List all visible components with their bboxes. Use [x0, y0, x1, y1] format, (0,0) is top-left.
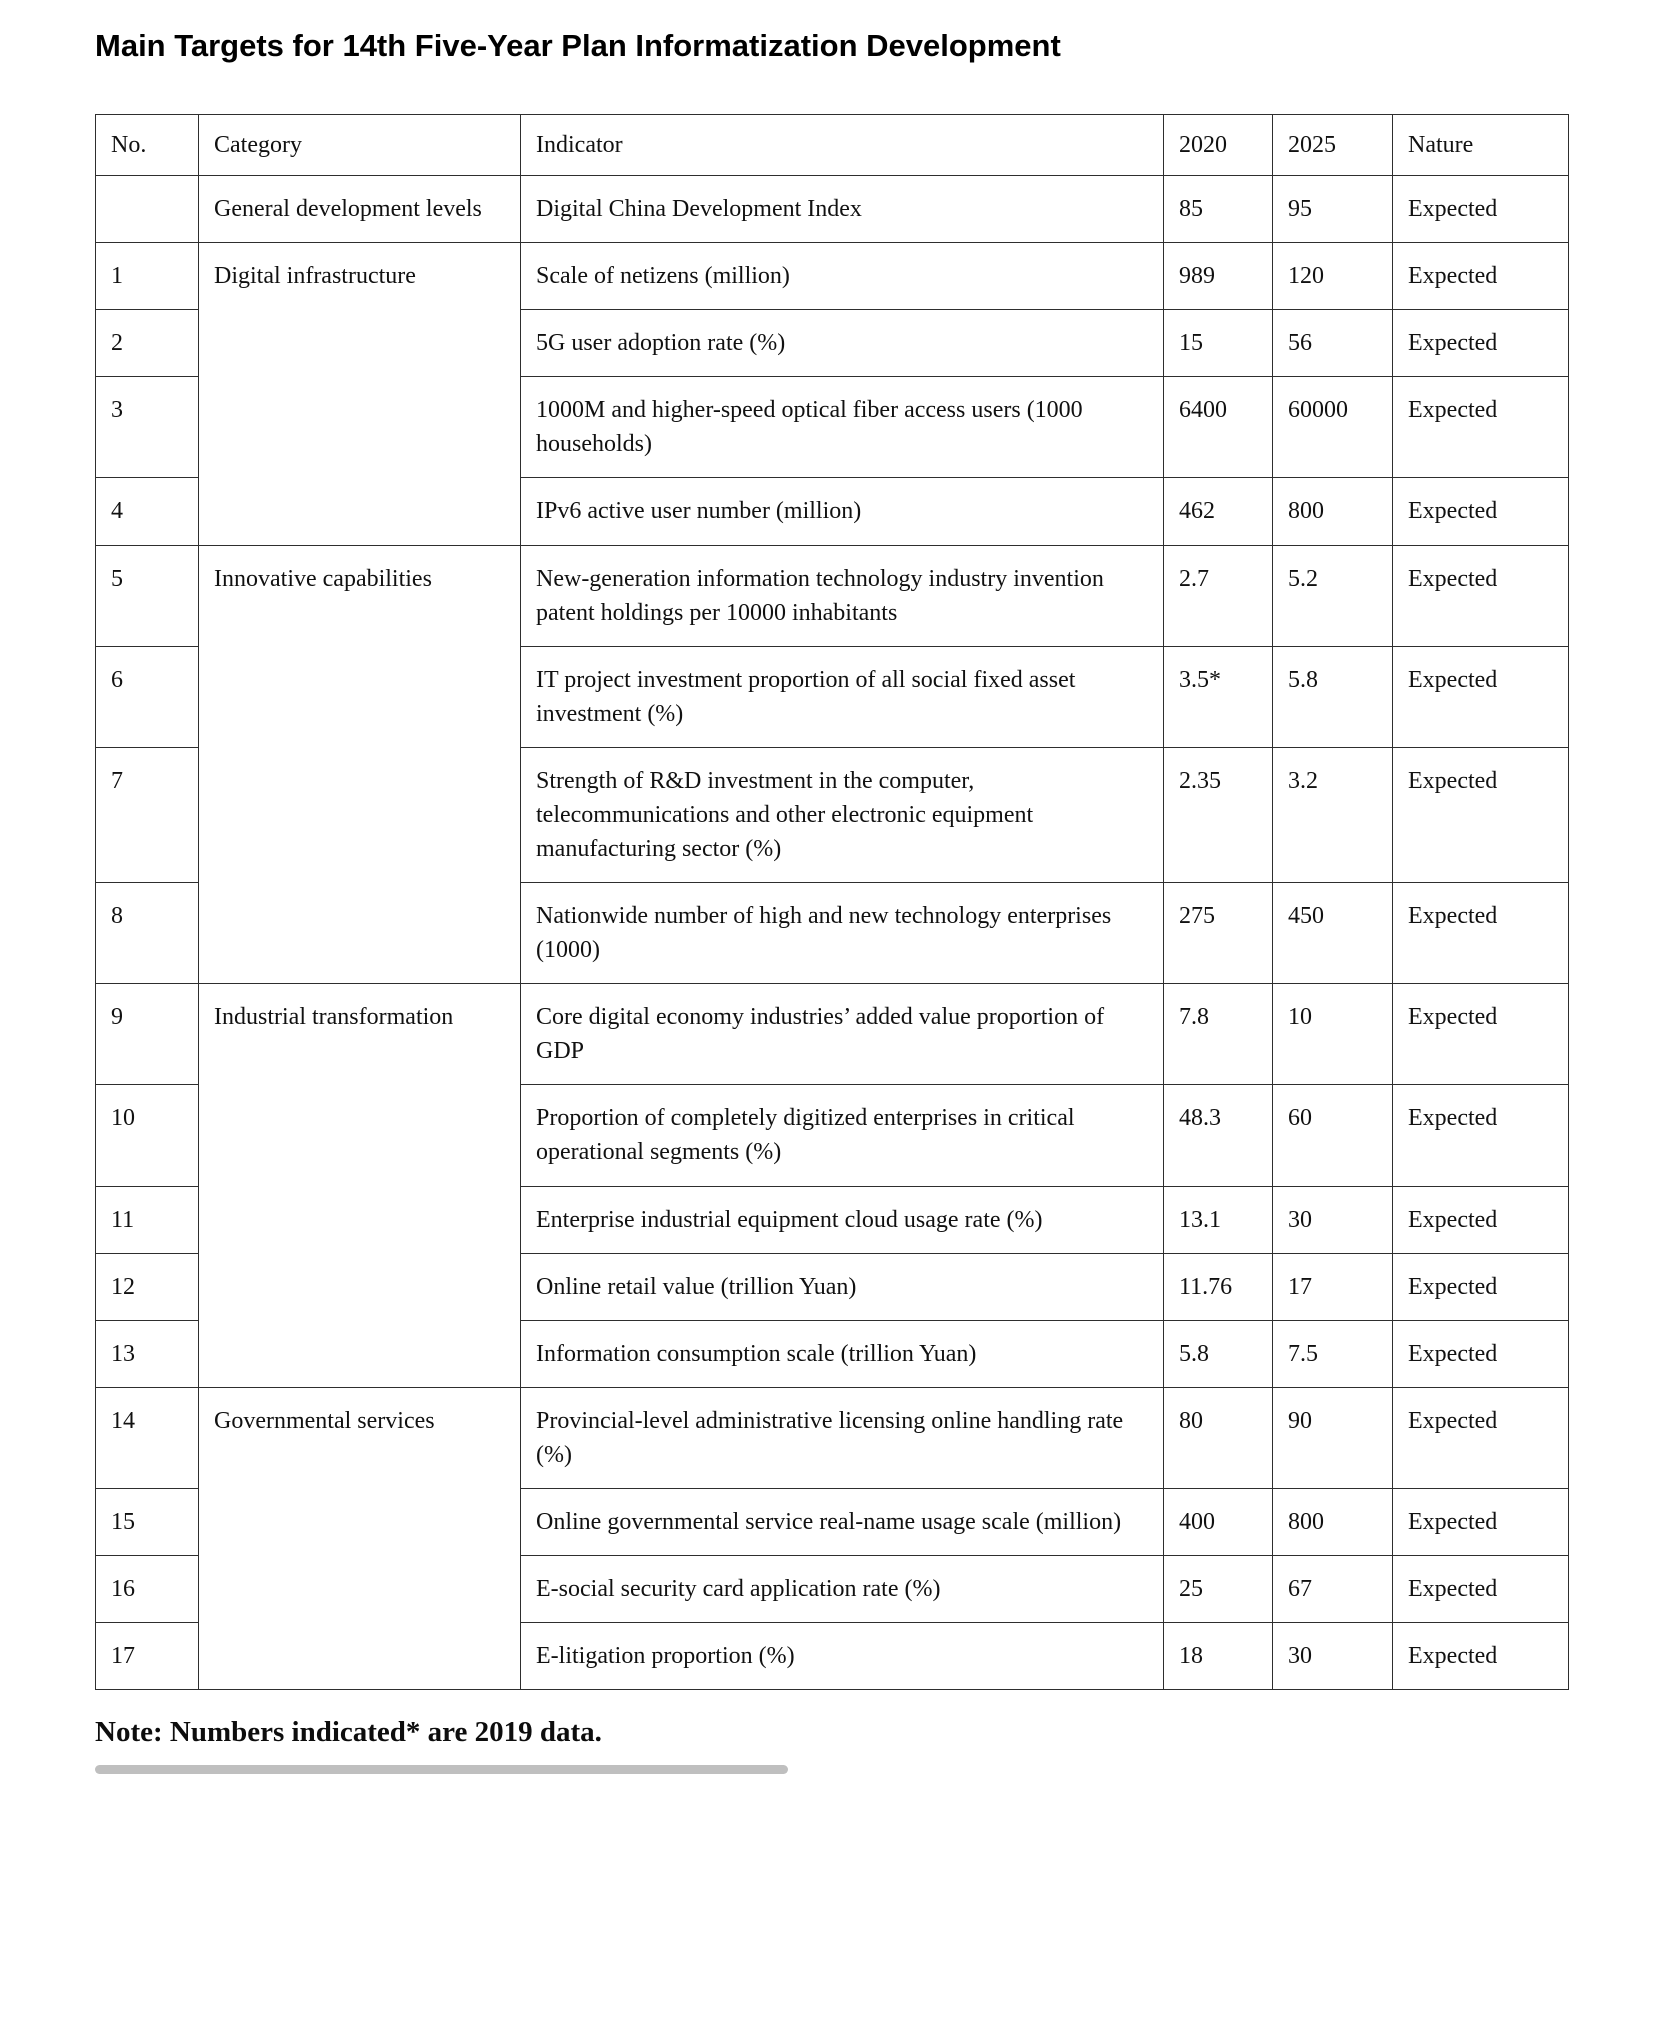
- value-2020-cell: 11.76: [1164, 1253, 1273, 1320]
- value-2020-cell: 85: [1164, 176, 1273, 243]
- table-row: [96, 984, 1569, 1085]
- no-cell: 1: [96, 243, 199, 310]
- indicator-cell: Proportion of completely digitized enterprises in critical operational segments (%): [521, 1085, 1164, 1186]
- table-row: [96, 243, 1569, 310]
- indicator-cell: Core digital economy industries’ added value proportion of GDP: [521, 984, 1164, 1085]
- indicator-cell: New-generation information technology industry invention patent holdings per 10000 inhabitants: [521, 545, 1164, 646]
- column-header-no: No.: [96, 115, 199, 176]
- indicator-cell: Strength of R&D investment in the computer, telecommunications and other electronic equipment manufacturing sector (%): [521, 747, 1164, 882]
- value-2020-cell: 2.7: [1164, 545, 1273, 646]
- table-row: [96, 545, 1569, 646]
- nature-cell: Expected: [1393, 1488, 1569, 1555]
- indicator-cell: Information consumption scale (trillion Yuan): [521, 1320, 1164, 1387]
- no-cell: 12: [96, 1253, 199, 1320]
- value-2020-cell: 25: [1164, 1556, 1273, 1623]
- table-row: [96, 176, 1569, 243]
- value-2020-cell: 7.8: [1164, 984, 1273, 1085]
- targets-table: [95, 114, 1569, 1690]
- nature-cell: Expected: [1393, 883, 1569, 984]
- category-cell: Industrial transformation: [199, 984, 521, 1388]
- value-2020-cell: 80: [1164, 1387, 1273, 1488]
- category-cell: Governmental services: [199, 1387, 521, 1689]
- value-2020-cell: 989: [1164, 243, 1273, 310]
- value-2025-cell: 7.5: [1273, 1320, 1393, 1387]
- bottom-partial-bar: [95, 1765, 788, 1774]
- indicator-cell: IPv6 active user number (million): [521, 478, 1164, 545]
- value-2025-cell: 450: [1273, 883, 1393, 984]
- category-cell: Digital infrastructure: [199, 243, 521, 545]
- value-2020-cell: 400: [1164, 1488, 1273, 1555]
- nature-cell: Expected: [1393, 176, 1569, 243]
- value-2025-cell: 56: [1273, 310, 1393, 377]
- nature-cell: Expected: [1393, 545, 1569, 646]
- value-2025-cell: 800: [1273, 1488, 1393, 1555]
- nature-cell: Expected: [1393, 310, 1569, 377]
- value-2025-cell: 3.2: [1273, 747, 1393, 882]
- value-2020-cell: 18: [1164, 1623, 1273, 1690]
- no-cell: [96, 176, 199, 243]
- table-header-row: [96, 115, 1569, 176]
- value-2025-cell: 120: [1273, 243, 1393, 310]
- value-2025-cell: 90: [1273, 1387, 1393, 1488]
- indicator-cell: E-social security card application rate (%): [521, 1556, 1164, 1623]
- no-cell: 15: [96, 1488, 199, 1555]
- indicator-cell: IT project investment proportion of all social fixed asset investment (%): [521, 646, 1164, 747]
- nature-cell: Expected: [1393, 243, 1569, 310]
- no-cell: 10: [96, 1085, 199, 1186]
- value-2020-cell: 48.3: [1164, 1085, 1273, 1186]
- column-header-indicator: Indicator: [521, 115, 1164, 176]
- value-2025-cell: 30: [1273, 1186, 1393, 1253]
- no-cell: 4: [96, 478, 199, 545]
- nature-cell: Expected: [1393, 1387, 1569, 1488]
- nature-cell: Expected: [1393, 1320, 1569, 1387]
- column-header-2020: 2020: [1164, 115, 1273, 176]
- no-cell: 2: [96, 310, 199, 377]
- no-cell: 16: [96, 1556, 199, 1623]
- value-2020-cell: 13.1: [1164, 1186, 1273, 1253]
- no-cell: 14: [96, 1387, 199, 1488]
- indicator-cell: Enterprise industrial equipment cloud usage rate (%): [521, 1186, 1164, 1253]
- value-2025-cell: 60000: [1273, 377, 1393, 478]
- no-cell: 8: [96, 883, 199, 984]
- value-2025-cell: 60: [1273, 1085, 1393, 1186]
- value-2025-cell: 17: [1273, 1253, 1393, 1320]
- value-2025-cell: 95: [1273, 176, 1393, 243]
- column-header-nature: Nature: [1393, 115, 1569, 176]
- nature-cell: Expected: [1393, 646, 1569, 747]
- value-2025-cell: 30: [1273, 1623, 1393, 1690]
- indicator-cell: Online retail value (trillion Yuan): [521, 1253, 1164, 1320]
- indicator-cell: 1000M and higher-speed optical fiber access users (1000 households): [521, 377, 1164, 478]
- indicator-cell: Scale of netizens (million): [521, 243, 1164, 310]
- value-2020-cell: 3.5*: [1164, 646, 1273, 747]
- no-cell: 5: [96, 545, 199, 646]
- no-cell: 11: [96, 1186, 199, 1253]
- no-cell: 7: [96, 747, 199, 882]
- no-cell: 3: [96, 377, 199, 478]
- nature-cell: Expected: [1393, 478, 1569, 545]
- nature-cell: Expected: [1393, 984, 1569, 1085]
- footnote: Note: Numbers indicated* are 2019 data.: [95, 1716, 602, 1749]
- no-cell: 6: [96, 646, 199, 747]
- nature-cell: Expected: [1393, 1253, 1569, 1320]
- indicator-cell: Digital China Development Index: [521, 176, 1164, 243]
- value-2020-cell: 2.35: [1164, 747, 1273, 882]
- value-2020-cell: 462: [1164, 478, 1273, 545]
- value-2020-cell: 275: [1164, 883, 1273, 984]
- value-2025-cell: 800: [1273, 478, 1393, 545]
- table-body: [96, 176, 1569, 1690]
- indicator-cell: Nationwide number of high and new technology enterprises (1000): [521, 883, 1164, 984]
- indicator-cell: Provincial-level administrative licensing online handling rate (%): [521, 1387, 1164, 1488]
- column-header-category: Category: [199, 115, 521, 176]
- nature-cell: Expected: [1393, 1186, 1569, 1253]
- nature-cell: Expected: [1393, 377, 1569, 478]
- table-row: [96, 1387, 1569, 1488]
- nature-cell: Expected: [1393, 1623, 1569, 1690]
- value-2025-cell: 67: [1273, 1556, 1393, 1623]
- no-cell: 13: [96, 1320, 199, 1387]
- indicator-cell: E-litigation proportion (%): [521, 1623, 1164, 1690]
- nature-cell: Expected: [1393, 1085, 1569, 1186]
- value-2020-cell: 5.8: [1164, 1320, 1273, 1387]
- nature-cell: Expected: [1393, 1556, 1569, 1623]
- indicator-cell: 5G user adoption rate (%): [521, 310, 1164, 377]
- value-2020-cell: 15: [1164, 310, 1273, 377]
- value-2020-cell: 6400: [1164, 377, 1273, 478]
- no-cell: 17: [96, 1623, 199, 1690]
- category-cell: Innovative capabilities: [199, 545, 521, 984]
- nature-cell: Expected: [1393, 747, 1569, 882]
- indicator-cell: Online governmental service real-name usage scale (million): [521, 1488, 1164, 1555]
- category-cell: General development levels: [199, 176, 521, 243]
- no-cell: 9: [96, 984, 199, 1085]
- value-2025-cell: 5.8: [1273, 646, 1393, 747]
- column-header-2025: 2025: [1273, 115, 1393, 176]
- page-title: Main Targets for 14th Five-Year Plan Informatization Development: [95, 28, 1061, 63]
- value-2025-cell: 10: [1273, 984, 1393, 1085]
- value-2025-cell: 5.2: [1273, 545, 1393, 646]
